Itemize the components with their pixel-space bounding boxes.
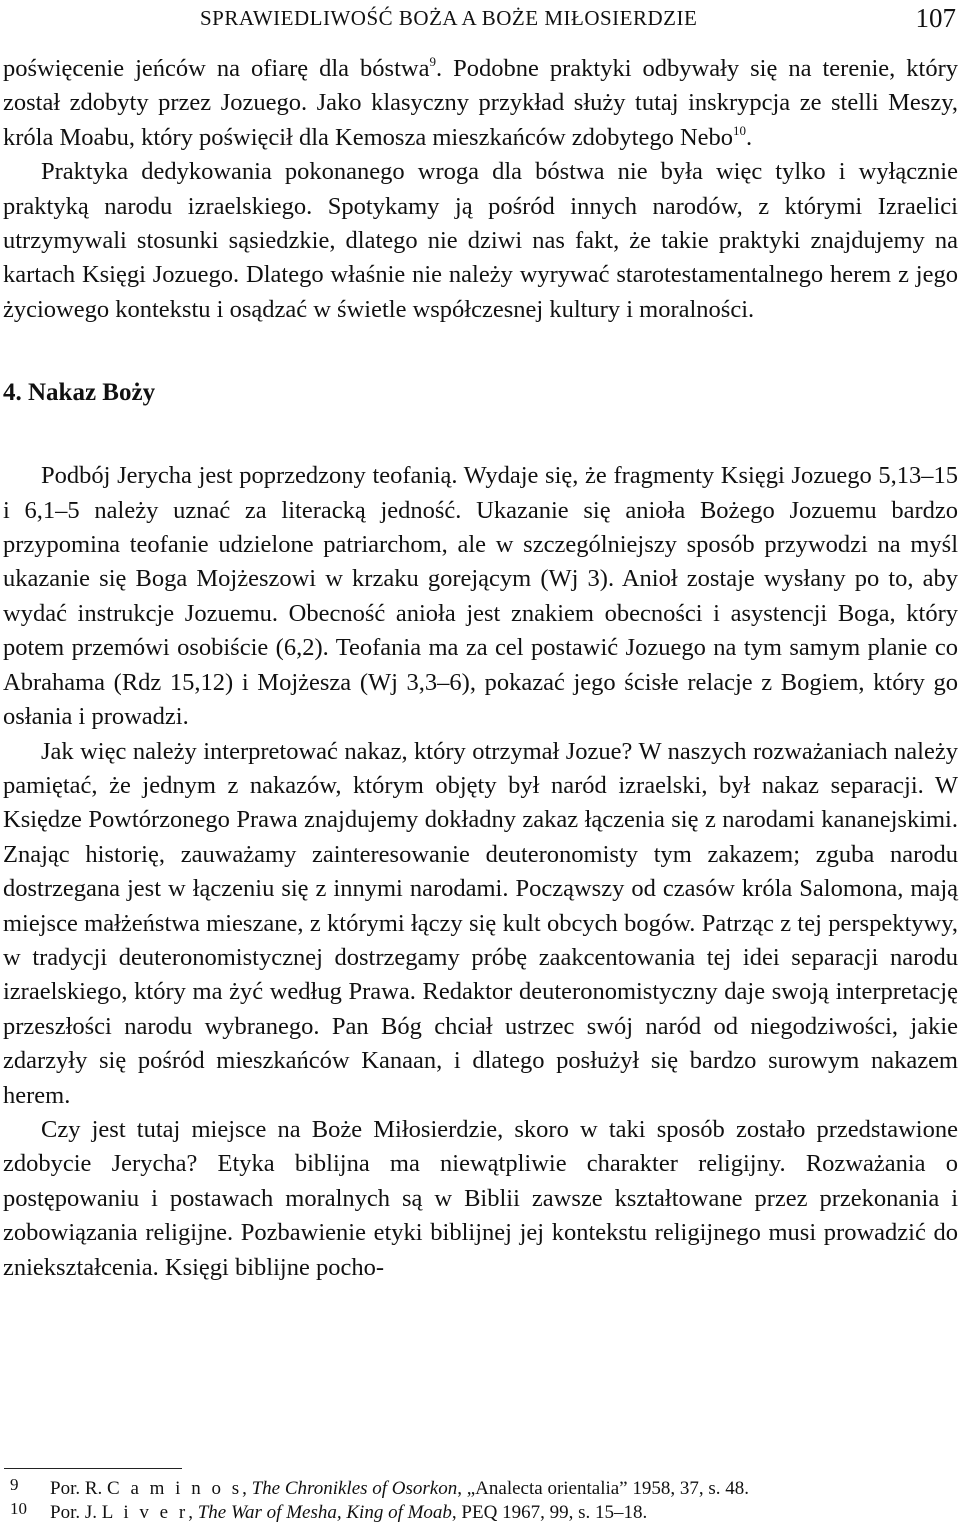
page-number: 107: [915, 3, 956, 33]
footnote-9: [10, 1477, 950, 1501]
paragraph-1-part-2: . Podobne praktyki odbywały się na terenie, który został zdobyty przez Jozuego. Jako klasyczny przykład służy tutaj inskrypcja ze stelli Meszy, króla Moabu, który poświęcił dla Kemosza mieszkańców zdobytego Nebo: [3, 55, 958, 151]
footnote-rest: , PEQ 1967, 99, s. 15–18.: [451, 1502, 648, 1523]
footnote-title: The War of Mesha, King of Moab: [197, 1502, 452, 1523]
footnote-divider: [4, 1468, 182, 1469]
footnote-number: 10: [10, 1499, 27, 1518]
footnote-text: [50, 1501, 647, 1525]
footnote-ref-9[interactable]: 9: [429, 54, 436, 69]
footnote-prefix: Por. R.: [50, 1478, 103, 1499]
paragraph-4: Jak więc należy interpretować nakaz, który otrzymał Jozue? W naszych rozważaniach należy pamiętać, że jednym z nakazów, którym objęty był naród izraelski, był nakaz separacji. W Księdze Powtórzonego Prawa znajdujemy dokładny zakaz łączenia się z narodami kananejskimi. Znając historię, zauważamy zainteresowanie deuteronomisty tym zakazem; zguba narodu dostrzegana jest w łączeniu się z innymi narodami. Począwszy od czasów króla Salomona, mają miejsce małżeństwa mieszane, z którymi łączy się kult obcych bogów. Patrząc z tej perspektywy, w tradycji deuteronomistycznej dostrzegamy próbę zaakcentowania tej idei separacji narodu izraelskiego, który ma żyć według Prawa. Redaktor deuteronomistyczny daje swoją interpretację przeszłości narodu wybranego. Pan Bóg chciał ustrzec swój naród od niegodziwości, jakie zdarzyły się pośród mieszkańców Kanaan, i dlatego posłużył się bardzo surowym nakazem herem.: [3, 737, 958, 1109]
footnotes: [10, 1477, 950, 1525]
footnote-author: L i v e r: [101, 1502, 189, 1523]
footnote-text: [50, 1477, 749, 1501]
footnote-ref-10[interactable]: 10: [733, 122, 747, 138]
footnote-number: 9: [10, 1475, 19, 1494]
footnote-prefix: Por. J.: [50, 1502, 97, 1523]
paragraph-2: Praktyka dedykowania pokonanego wroga dla bóstwa nie była więc tylko i wyłącznie praktyką narodu izraelskiego. Spotykamy ją pośród innych narodów, z którymi Izraelici utrzymywali stosunki sąsiedzkie, dlatego nie dziwi nas fakt, że takie praktyki znajdujemy na kartach Księgi Jozuego. Dlatego właśnie nie należy wyrywać starotestamentalnego herem z jego życiowego kontekstu i osądzać w świetle współczesnej kultury i moralności.: [3, 158, 958, 323]
page-header: [0, 2, 960, 36]
section-heading: 4. Nakaz Boży: [3, 379, 156, 407]
paragraph-1: [3, 52, 958, 155]
footnote-author: C a m i n o s: [107, 1478, 243, 1499]
main-text: [3, 52, 958, 1285]
running-title: SPRAWIEDLIWOŚĆ BOŻA A BOŻE MIŁOSIERDZIE: [200, 6, 698, 30]
paragraph-3: Podbój Jerycha jest poprzedzony teofanią. Wydaje się, że fragmenty Księgi Jozuego 5,13–15 i 6,1–5 należy uznać za literacką jedność. Ukazanie się anioła Bożego Jozuemu bardzo przypomina teofanie udzielone patriarchom, ale w szczególniejszy sposób przywodzi na myśl ukazanie się Boga Mojżeszowi w krzaku gorejącym (Wj 3). Anioł zostaje wysłany po to, aby wydać instrukcje Jozuemu. Obecność anioła jest znakiem obecności i asystencji Boga, który potem przemówi osobiście (6,2). Teofania ma za cel postawić Jozuego na tym samym planie co Abrahama (Rdz 15,12) i Mojżesza (Wj 3,3–6), pokazać jego ścisłe relacje z Bogiem, który go osłania i prowadzi.: [3, 462, 958, 731]
footnote-title: The Chronikles of Osorkon: [251, 1478, 458, 1499]
footnote-separator: ,: [188, 1502, 193, 1523]
paragraph-5: Czy jest tutaj miejsce na Boże Miłosierdzie, skoro w taki sposób zostało przedstawione zdobycie Jerycha? Etyka biblijna ma niewątpliwie charakter religijny. Rozważania o postępowaniu i postawach moralnych są w Biblii zawsze kształtowane przez przekonania i zobowiązania religijne. Pozbawienie etyki biblijnej jej kontekstu religijnego musi prowadzić do zniekształcenia. Księgi biblijne pocho-: [3, 1115, 958, 1281]
footnote-separator: ,: [242, 1478, 247, 1499]
footnote-rest: , „Analecta orientalia” 1958, 37, s. 48.: [457, 1478, 750, 1499]
footnote-10: [10, 1501, 950, 1525]
paragraph-1-part-3: .: [746, 123, 753, 151]
paragraph-1-part-1: poświęcenie jeńców na ofiarę dla bóstwa: [3, 55, 430, 82]
